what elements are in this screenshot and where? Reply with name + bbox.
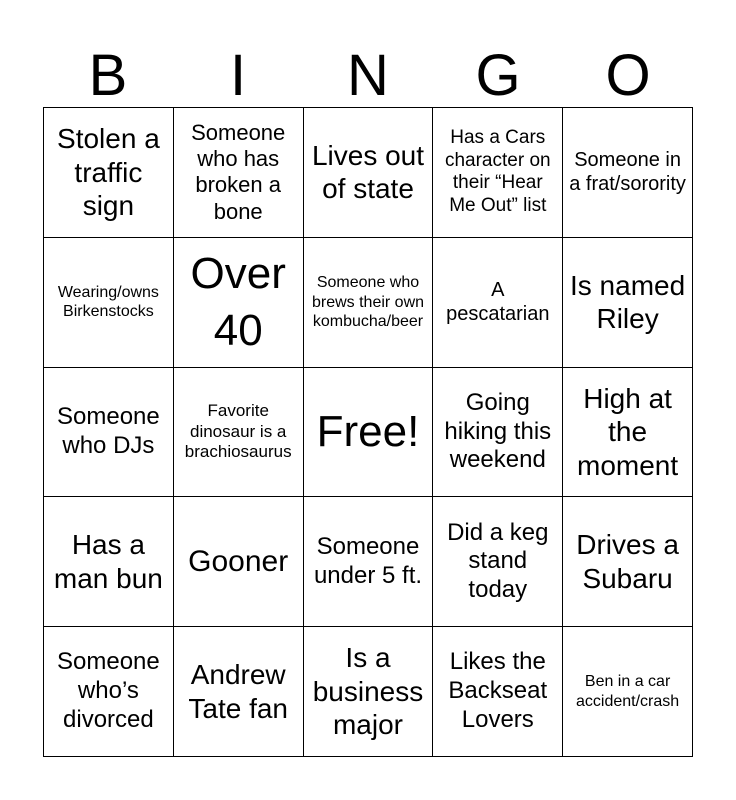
cell-text: Someone who brews their own kombucha/beer: [311, 274, 425, 330]
bingo-cell[interactable]: [563, 108, 693, 238]
cell-text: Free!: [316, 407, 420, 457]
bingo-cell[interactable]: [433, 497, 563, 627]
bingo-cell[interactable]: [563, 368, 693, 498]
bingo-cell[interactable]: [433, 108, 563, 238]
bingo-grid: [43, 107, 693, 757]
bingo-cell[interactable]: [304, 108, 434, 238]
bingo-cell[interactable]: [174, 368, 304, 498]
cell-text: Lives out of state: [311, 139, 425, 205]
bingo-cell[interactable]: [304, 627, 434, 757]
cell-text: Wearing/owns Birkenstocks: [57, 284, 159, 321]
header-letter-g: G: [475, 43, 521, 108]
cell-text: Andrew Tate fan: [188, 659, 289, 724]
cell-text: Has a Cars character on their “Hear Me Out” list: [444, 126, 551, 217]
cell-text: High at the moment: [577, 382, 679, 481]
cell-text: Has a man bun: [53, 529, 163, 594]
cell-text: Ben in a car accident/crash: [576, 673, 680, 710]
bingo-cell[interactable]: [433, 368, 563, 498]
bingo-cell[interactable]: [563, 238, 693, 368]
cell-text: Going hiking this weekend: [444, 388, 552, 474]
bingo-cell[interactable]: [433, 238, 563, 368]
cell-text: Is named Riley: [570, 269, 686, 335]
cell-text: Over 40: [190, 249, 286, 356]
bingo-cell[interactable]: [563, 497, 693, 627]
bingo-cell[interactable]: [44, 497, 174, 627]
bingo-cell[interactable]: [44, 108, 174, 238]
header-letter-i: I: [229, 43, 247, 108]
bingo-cell[interactable]: [174, 238, 304, 368]
cell-text: Stolen a traffic sign: [57, 123, 160, 222]
cell-text: Favorite dinosaur is a brachiosaurus: [184, 401, 292, 462]
bingo-cell-free[interactable]: [304, 368, 434, 498]
header-letter-n: N: [347, 43, 389, 108]
bingo-cell[interactable]: [174, 627, 304, 757]
bingo-cell[interactable]: [304, 497, 434, 627]
bingo-cell[interactable]: [44, 627, 174, 757]
cell-text: Someone in a frat/sorority: [569, 149, 686, 196]
cell-text: Someone who has broken a bone: [191, 119, 286, 224]
cell-text: Gooner: [188, 544, 289, 578]
bingo-cell[interactable]: [174, 497, 304, 627]
cell-text: Is a business major: [312, 642, 424, 741]
header-letter-o: O: [605, 43, 651, 108]
bingo-cell[interactable]: [563, 627, 693, 757]
bingo-cell[interactable]: [44, 368, 174, 498]
bingo-cell[interactable]: [44, 238, 174, 368]
cell-text: Someone who DJs: [57, 403, 160, 459]
bingo-cell[interactable]: [304, 238, 434, 368]
cell-text: Did a keg stand today: [447, 518, 549, 604]
cell-text: Drives a Subaru: [576, 529, 679, 594]
cell-text: Someone under 5 ft.: [313, 532, 423, 589]
bingo-cell[interactable]: [433, 627, 563, 757]
bingo-cell[interactable]: [174, 108, 304, 238]
cell-text: Someone who’s divorced: [57, 648, 160, 733]
header-letter-b: B: [88, 43, 128, 108]
cell-text: A pescatarian: [446, 279, 550, 326]
bingo-header: [43, 43, 693, 108]
cell-text: Likes the Backseat Lovers: [448, 648, 548, 733]
